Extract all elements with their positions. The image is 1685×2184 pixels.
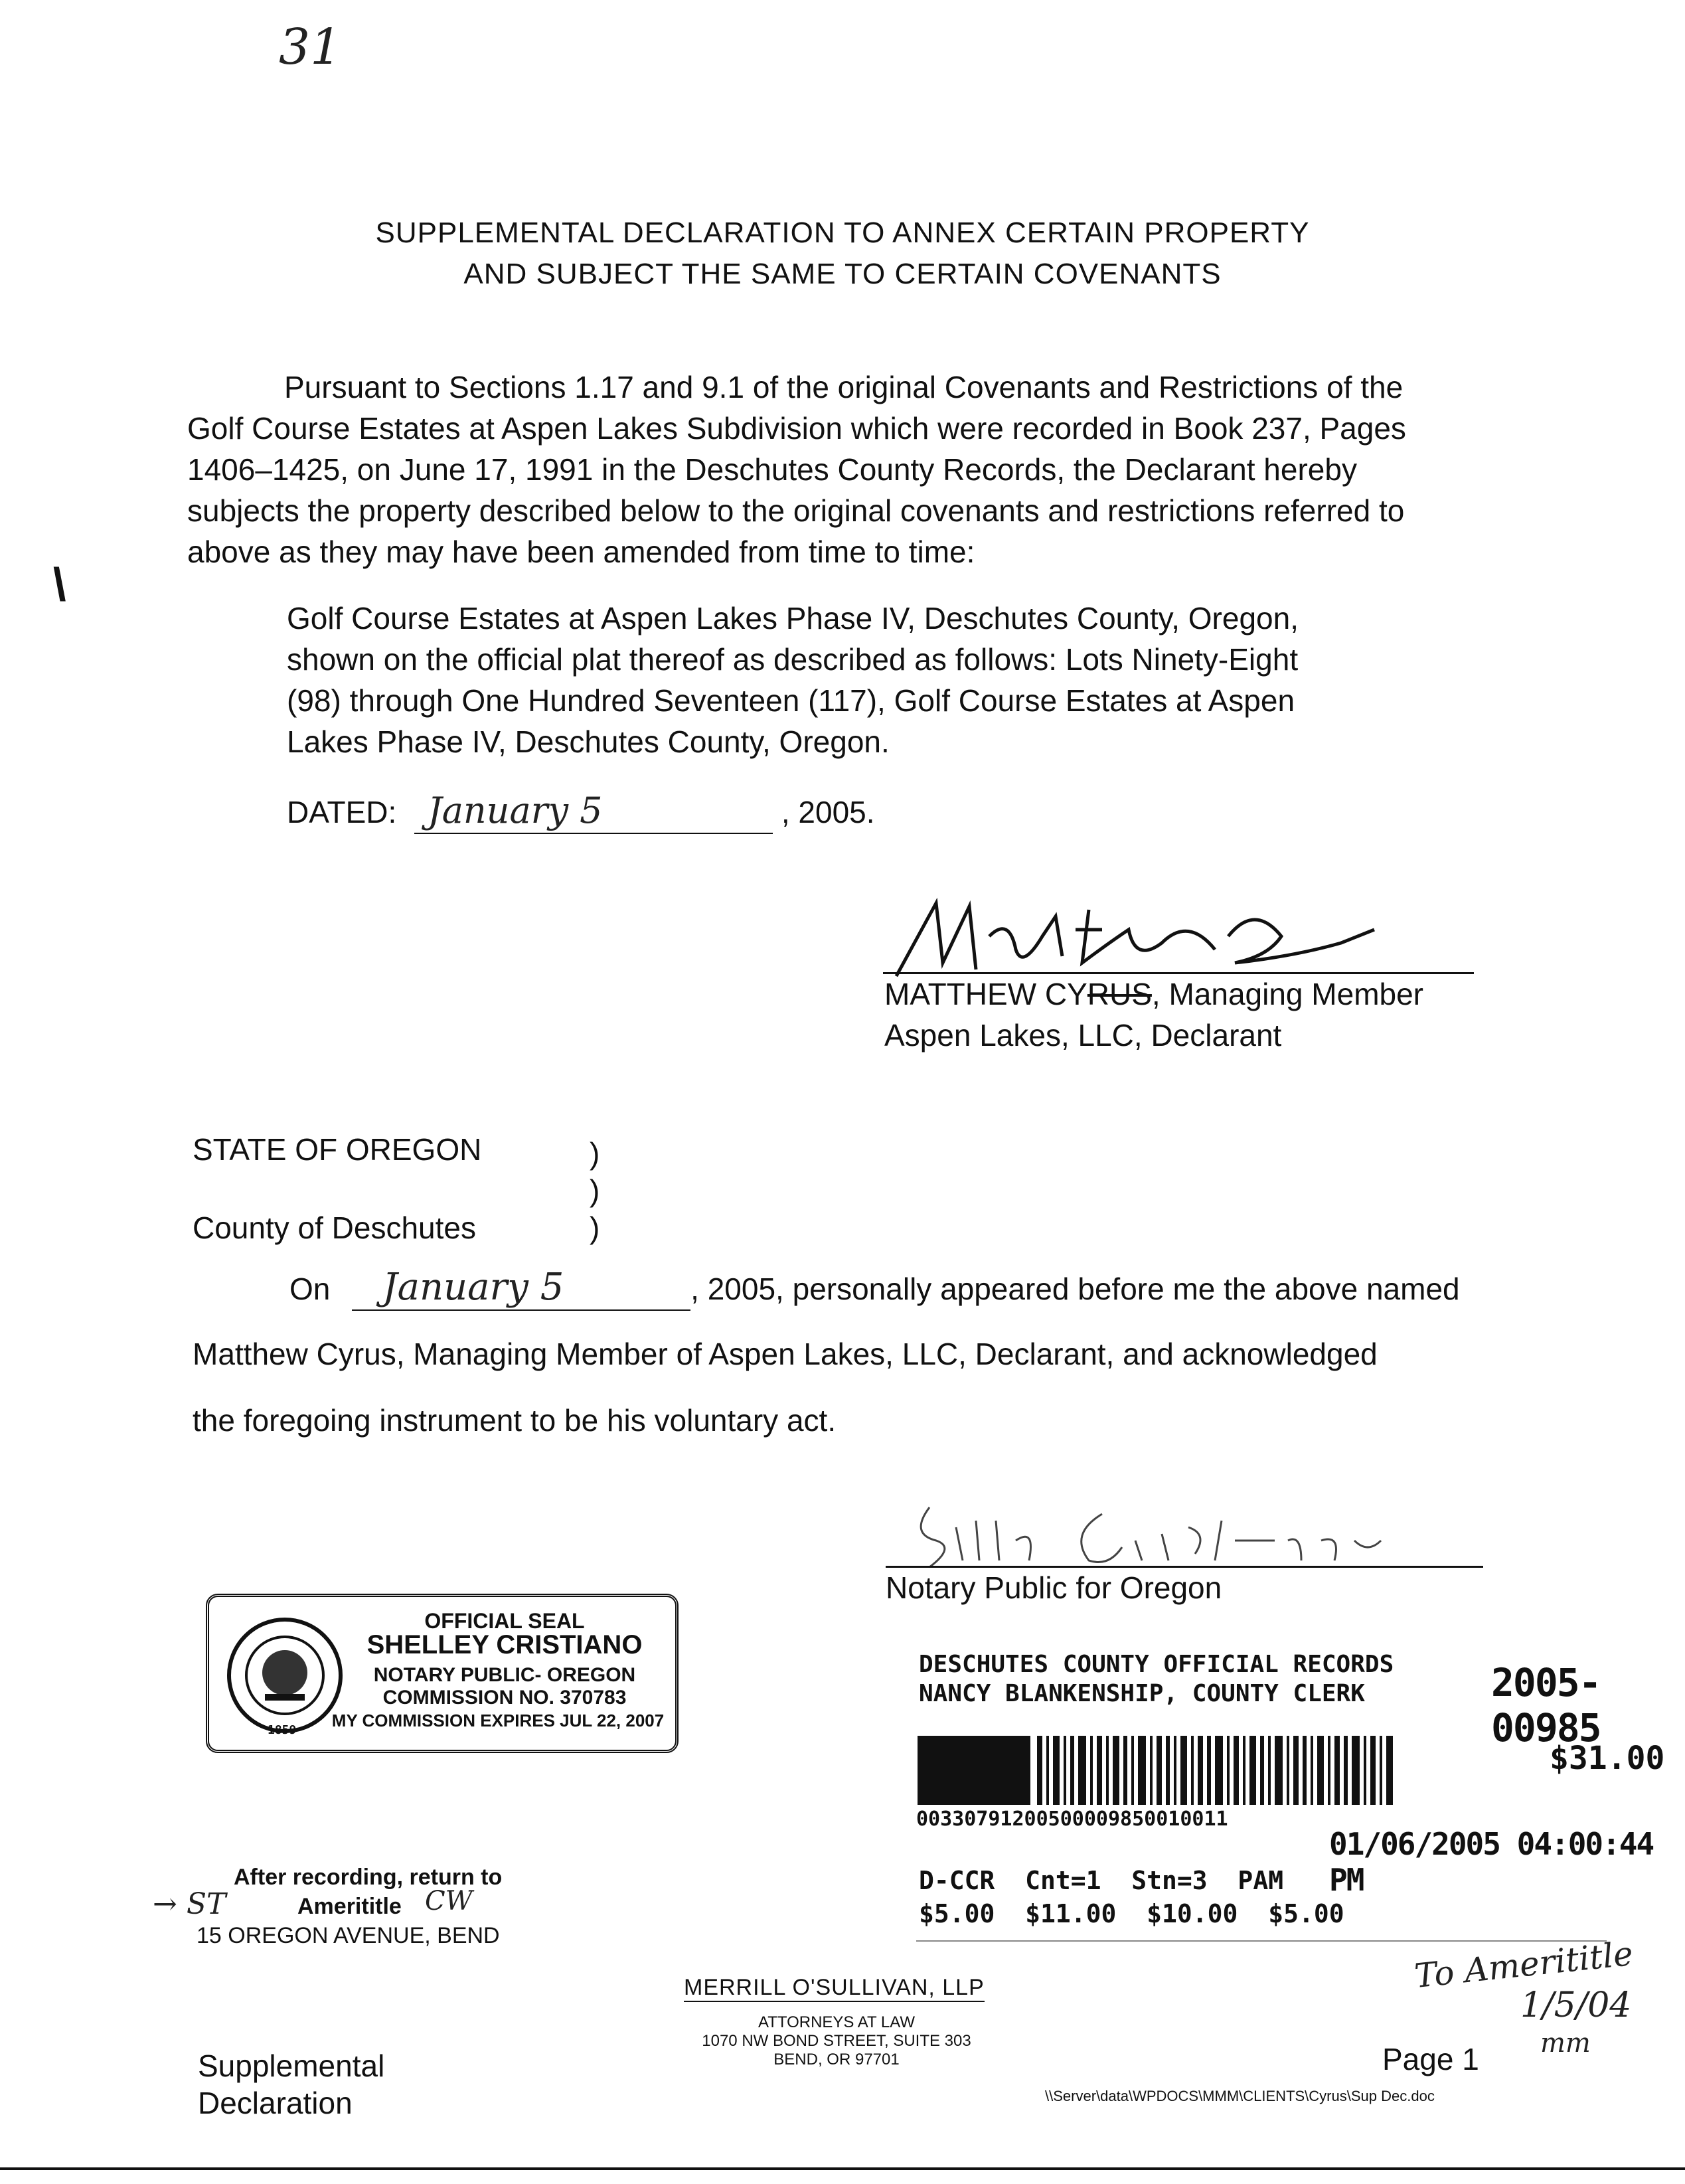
return-to-handwritten-prefix: → ST (153, 1887, 226, 1921)
recording-clerk: NANCY BLANKENSHIP, COUNTY CLERK (919, 1680, 1365, 1707)
ack-on: On (289, 1272, 331, 1306)
venue-county: County of Deschutes (193, 1211, 477, 1245)
firm-line-2: 1070 NW BOND STREET, SUITE 303 (702, 2032, 971, 2050)
notary-caption: Notary Public for Oregon (886, 1570, 1222, 1605)
intro-line-4: subjects the property described below to the original covenants and restrictions referred to (187, 493, 1405, 528)
venue-state: STATE OF OREGON (193, 1132, 482, 1167)
acknowledgment-line-2: Matthew Cyrus, Managing Member of Aspen Lakes, LLC, Declarant, and acknowledged (193, 1337, 1378, 1371)
intro-line-3: 1406–1425, on June 17, 1991 in the Deschutes County Records, the Declarant hereby (187, 452, 1357, 487)
margin-mark: \ (53, 558, 66, 610)
firm-line-1: ATTORNEYS AT LAW (758, 2013, 916, 2031)
intro-paragraph (187, 367, 1488, 572)
footer-doc-title-2: Declaration (198, 2086, 353, 2120)
recording-fees-line: $5.00 $11.00 $10.00 $5.00 (919, 1899, 1344, 1928)
seal-line-1: OFFICIAL SEAL (424, 1609, 585, 1633)
recording-office: DESCHUTES COUNTY OFFICIAL RECORDS (919, 1651, 1394, 1678)
property-line-3: (98) through One Hundred Seventeen (117), Golf Course Estates at Aspen (287, 683, 1295, 718)
dated-year: , 2005. (781, 795, 875, 829)
recording-barcode-number: 00330791200500009850010011 (916, 1807, 1228, 1831)
handwritten-page-mark: 31 (279, 19, 342, 76)
dated-blank (414, 790, 773, 834)
return-to-line-2: Amerititle (297, 1894, 402, 1919)
dated-handwritten: January 5 (428, 790, 603, 831)
dated-label: DATED: (287, 795, 397, 829)
footer-file-path: \\Server\data\WPDOCS\MMM\CLIENTS\Cyrus\Sup Dec.doc (1045, 2088, 1435, 2104)
property-description (287, 598, 1482, 762)
declarant-name-struck: RUS (1087, 977, 1152, 1011)
acknowledgment-line-1 (289, 1267, 1460, 1311)
declarant-company: Aspen Lakes, LLC, Declarant (884, 1018, 1282, 1052)
ack-date-blank (352, 1267, 690, 1311)
notary-signature (903, 1494, 1434, 1574)
return-to-line-1: After recording, return to (234, 1865, 503, 1890)
handwritten-note-line-1: To Amerititle (1412, 1934, 1635, 1996)
property-line-2: shown on the official plat thereof as described as follows: Lots Ninety-Eight (287, 642, 1299, 677)
venue-paren-1: ) (590, 1136, 600, 1171)
footer-doc-title-1: Supplemental (198, 2049, 385, 2083)
seal-line-2: SHELLEY CRISTIANO (366, 1630, 643, 1659)
property-line-1: Golf Course Estates at Aspen Lakes Phase IV, Deschutes County, Oregon, (287, 601, 1299, 635)
recording-divider (916, 1940, 1607, 1942)
declarant-name: MATTHEW CY (884, 977, 1087, 1011)
recording-doc-number: 2005-00985 (1491, 1660, 1601, 1750)
recording-datetime: 01/06/2005 04:00:44 PM (1329, 1826, 1654, 1898)
ack-handwritten-date: January 5 (382, 1266, 564, 1309)
property-line-4: Lakes Phase IV, Deschutes County, Oregon. (287, 724, 890, 759)
dated-line (287, 790, 875, 834)
handwritten-note-line-2: 1/5/04 (1520, 1985, 1632, 2025)
page-bottom-rule (0, 2167, 1685, 2170)
intro-line-1: Pursuant to Sections 1.17 and 9.1 of the original Covenants and Restrictions of the (284, 370, 1404, 404)
official-seal (206, 1594, 679, 1753)
recording-barcode (918, 1736, 1449, 1805)
venue-paren-2: ) (590, 1173, 600, 1208)
recording-codes: D-CCR Cnt=1 Stn=3 PAM (919, 1866, 1284, 1895)
footer-page-number: Page 1 (1382, 2042, 1479, 2076)
intro-line-2: Golf Course Estates at Aspen Lakes Subdivision which were recorded in Book 237, Pages (187, 411, 1406, 446)
firm-line-3: BEND, OR 97701 (773, 2051, 900, 2068)
acknowledgment-line-3: the foregoing instrument to be his voluntary act. (193, 1403, 837, 1438)
document-title-line-2: AND SUBJECT THE SAME TO CERTAIN COVENANTS (463, 258, 1222, 290)
declarant-name-line (884, 973, 1423, 1015)
seal-emblem-year: 1859 (268, 1723, 297, 1737)
seal-line-3: NOTARY PUBLIC- OREGON (373, 1664, 636, 1686)
document-title-line-1: SUPPLEMENTAL DECLARATION TO ANNEX CERTAIN PROPERTY (375, 216, 1310, 249)
return-to-handwritten-suffix: CW (425, 1886, 473, 1916)
recording-fee: $31.00 (1550, 1740, 1665, 1777)
ack-rest: , 2005, personally appeared before me the above named (690, 1272, 1460, 1306)
seal-line-5: MY COMMISSION EXPIRES JUL 22, 2007 (331, 1711, 665, 1730)
handwritten-note-line-3: mm (1540, 2028, 1591, 2058)
seal-line-4: COMMISSION NO. 370783 (382, 1687, 627, 1709)
declarant-title: , Managing Member (1151, 977, 1424, 1011)
venue-paren-3: ) (590, 1211, 600, 1245)
firm-name: MERRILL O'SULLIVAN, LLP (684, 1975, 985, 2002)
return-to-line-3: 15 OREGON AVENUE, BEND (197, 1923, 500, 1948)
intro-line-5: above as they may have been amended from time to time: (187, 535, 975, 569)
